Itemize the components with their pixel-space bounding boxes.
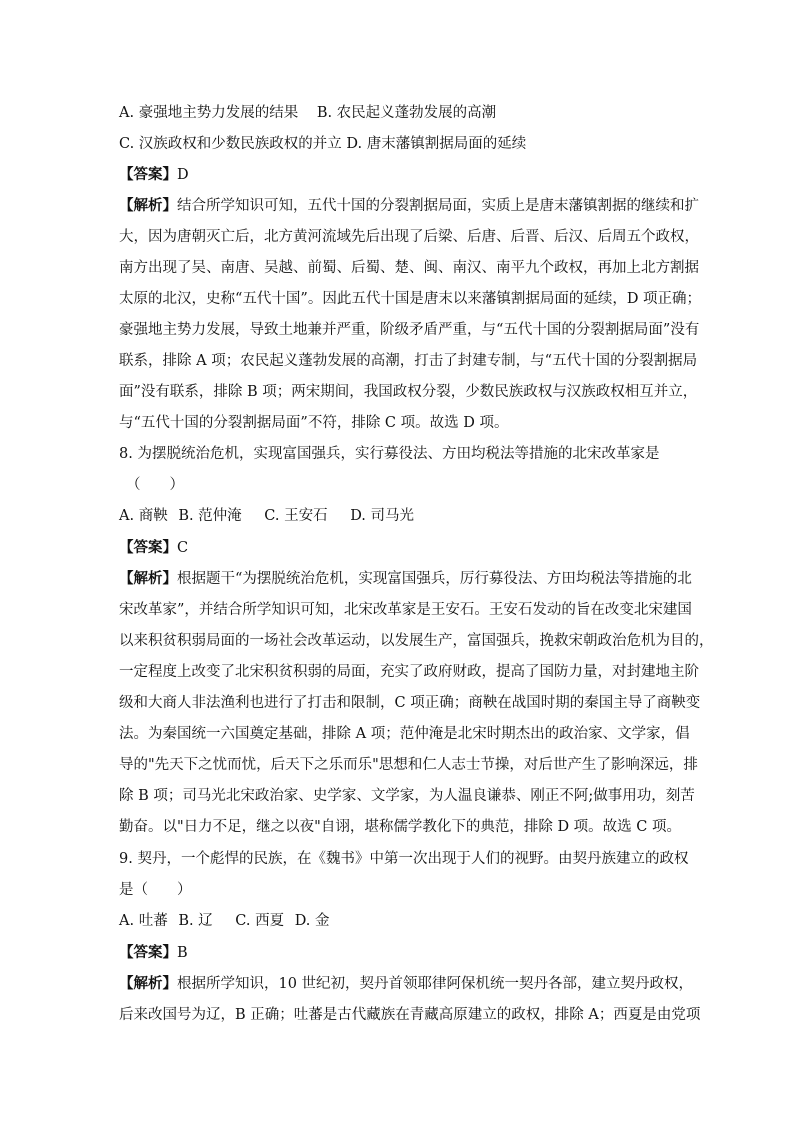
q7-answer xyxy=(119,165,189,185)
q8-option-d: D. 司马光 xyxy=(350,508,415,524)
analysis-line: 面”没有联系，排除 B 项；两宋期间，我国政权分裂，少数民族政权与汉族政权相互并立， xyxy=(119,384,698,400)
q7-option-c: C. 汉族政权和少数民族政权的并立 xyxy=(119,136,342,152)
answer-label: 【答案】 xyxy=(119,944,177,961)
analysis-line: 豪强地主势力发展，导致土地兼并严重，阶级矛盾严重，与“五代十国的分裂割据局面”没有 xyxy=(119,322,700,338)
q8-analysis xyxy=(119,569,714,848)
analysis-line: 【解析】根据题干“为摆脱统治危机，实现富国强兵，厉行募役法、方田均税法等措施的北 xyxy=(119,570,692,587)
q7-option-b: B. 农民起义蓬勃发展的高潮 xyxy=(316,105,497,121)
analysis-line: 法。为秦国统一六国奠定基础，排除 A 项；范仲淹是北宋时期杰出的政治家、文学家，倡 xyxy=(119,726,690,742)
q9-stem-cont: 是（ ） xyxy=(119,882,192,898)
q7-options-row-2 xyxy=(119,134,526,154)
analysis-line: 级和大商人非法渔利也进行了打击和限制，C 项正确；商鞅在战国时期的秦国主导了商鞅变 xyxy=(119,695,701,711)
analysis-line: 太原的北汉，史称“五代十国”。因此五代十国是唐末以来藩镇割据局面的延续，D 项正确； xyxy=(119,291,702,307)
q7-analysis xyxy=(119,196,702,444)
answer-value: D xyxy=(177,167,189,183)
analysis-label: 【解析】 xyxy=(119,975,177,992)
analysis-line: 一定程度上改变了北宋积贫积弱的局面，充实了政府财政，提高了国防力量，对封建地主阶 xyxy=(119,664,699,680)
q8-stem-blank: （ ） xyxy=(126,477,184,493)
analysis-line: 【解析】结合所学知识可知，五代十国的分裂割据局面，实质上是唐末藩镇割据的继续和扩 xyxy=(119,197,699,214)
q8-stem: 8. 为摆脱统治危机，实现富国强兵，实行募役法、方田均税法等措施的北宋改革家是 xyxy=(119,446,660,462)
q9-option-b: B. 辽 xyxy=(178,913,213,929)
q8-option-a: A. 商鞅 xyxy=(119,508,168,524)
analysis-line: 勤奋。以"日力不足，继之以夜"自诩，堪称儒学教化下的典范，排除 D 项。故选 C 项。 xyxy=(119,819,681,835)
q7-option-d: D. 唐末藩镇割据局面的延续 xyxy=(346,136,527,152)
q7-option-a: A. 豪强地主势力发展的结果 xyxy=(119,105,299,121)
analysis-line: 除 B 项；司马光北宋政治家、史学家、文学家，为人温良谦恭、刚正不阿;做事用功，刻苦 xyxy=(119,788,695,804)
q9-options xyxy=(119,911,330,931)
q9-option-d: D. 金 xyxy=(294,913,330,929)
analysis-line: 与“五代十国的分裂割据局面”不符，排除 C 项。故选 D 项。 xyxy=(119,415,509,431)
q9-option-c: C. 西夏 xyxy=(235,913,285,929)
q9-answer xyxy=(119,943,188,963)
q8-option-c: C. 王安石 xyxy=(264,508,328,524)
q8-answer xyxy=(119,538,188,558)
analysis-line: 宋改革家”，并结合所学知识可知，北宋改革家是王安石。王安石发动的旨在改变北宋建国 xyxy=(119,602,692,618)
q8-options xyxy=(119,506,414,526)
analysis-line: 以来积贫积弱局面的一场社会改革运动，以发展生产，富国强兵，挽救宋朝政治危机为目的， xyxy=(119,633,714,649)
answer-value: C xyxy=(177,540,189,556)
analysis-line: 【解析】根据所学知识，10 世纪初，契丹首领耶律阿保机统一契丹各部，建立契丹政权， xyxy=(119,975,694,992)
analysis-line: 南方出现了吴、南唐、吴越、前蜀、后蜀、楚、闽、南汉、南平九个政权，再加上北方割据 xyxy=(119,260,699,276)
q7-options-row-1 xyxy=(119,103,496,123)
q9-analysis xyxy=(119,974,701,1036)
analysis-label: 【解析】 xyxy=(119,570,177,587)
q9-option-a: A. 吐蕃 xyxy=(119,913,168,929)
answer-label: 【答案】 xyxy=(119,166,177,183)
q9-stem: 9. 契丹，一个彪悍的民族，在《魏书》中第一次出现于人们的视野。由契丹族建立的政权 xyxy=(119,851,689,867)
analysis-line: 联系，排除 A 项；农民起义蓬勃发展的高潮，打击了封建专制，与“五代十国的分裂割据局 xyxy=(119,353,698,369)
analysis-label: 【解析】 xyxy=(119,197,177,214)
q8-option-b: B. 范仲淹 xyxy=(178,508,242,524)
answer-value: B xyxy=(177,945,188,961)
analysis-line: 大，因为唐朝灭亡后，北方黄河流域先后出现了后梁、后唐、后晋、后汉、后周五个政权， xyxy=(119,229,699,245)
analysis-line: 后来改国号为辽，B 正确；吐蕃是古代藏族在青藏高原建立的政权，排除 A；西夏是由党项 xyxy=(119,1007,701,1023)
analysis-line: 导的"先天下之忧而忧，后天下之乐而乐"思想和仁人志士节操，对后世产生了影响深远，排 xyxy=(119,757,698,773)
answer-label: 【答案】 xyxy=(119,539,177,556)
